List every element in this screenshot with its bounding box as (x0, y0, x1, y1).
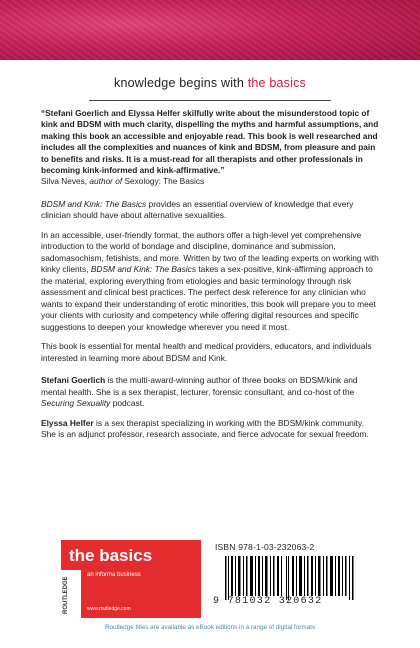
cover-banner (0, 0, 420, 60)
publisher-url: www.routledge.com (87, 606, 131, 612)
series-tagline: knowledge begins with the basics (114, 76, 306, 90)
back-cover-text (41, 108, 381, 449)
barcode-icon (225, 556, 355, 600)
divider (89, 100, 331, 101)
endorsement-attribution: Silva Neves, author of Sexology: The Basics (41, 176, 205, 187)
description-paragraph-3: This book is essential for mental health and medical providers, educators, and individuals interested in learning more about BDSM and Kink. (41, 341, 372, 363)
endorsement-quote: “Stefani Goerlich and Elyssa Helfer skilfully write about the misunderstood topic of kink and BDSM with much clarity, dispelling the myths and harmful assumptions, and making this book an accessible and enjoyable read. This book is well researched and includes all the complexities and nuances of kink and BDSM, from pleasure and pain to benefits and risks. It is a must-read for all therapists and other professionals in becoming kink-informed and kink-affirmative.” (41, 108, 379, 176)
description-paragraph-2: In an accessible, user-friendly format, the authors offer a high-level yet comprehensive introduction to the world of bondage and discipline, dominance and submission, sadomasochism, fetishists, and more. Written by two of the leading experts on working with kinky clients, BDSM and Kink: The Basics takes a sex-positive, kink-affirming approach to the material, exploring everything from etiologies and basic terminology through risk assessment and clinical best practices. The perfect desk reference for any clinician who wants to expand their understanding of erotic minorities, this book will prepare you to meet your clients with curiosity and competency while offering digital resources and specific suggestions to deepen your knowledge wherever you need it most. (41, 229, 379, 332)
ebook-availability-note: Routledge titles are available as eBook editions in a range of digital formats (104, 624, 316, 631)
author-bio-1: Stefani Goerlich is the multi-award-winning author of three books on BDSM/kink and mental health. She is a sex therapist, lecturer, forensic consultant, and co-host of the Securing Sexuality podcast. (41, 375, 358, 409)
series-logo: the basics (69, 546, 153, 565)
description-paragraph-1: BDSM and Kink: The Basics provides an essential overview of knowledge that every clinician should have about alternative sexualities. (41, 198, 354, 221)
barcode-digits: 9 781032 320632 (213, 596, 323, 607)
tagline-accent: the basics (247, 76, 306, 90)
isbn-block (211, 540, 361, 618)
author-bio-2: Elyssa Helfer is a sex therapist specializing in working with the BDSM/kink community. She is an adjunct professor, research associate, and fierce advocate for sexual freedom. (41, 417, 369, 440)
isbn-text: ISBN 978-1-03-232063-2 (215, 542, 315, 552)
series-logo-box (61, 540, 201, 618)
publisher-logo: ROUTLEDGE (61, 570, 81, 618)
informa-label: an informa business (87, 572, 141, 578)
